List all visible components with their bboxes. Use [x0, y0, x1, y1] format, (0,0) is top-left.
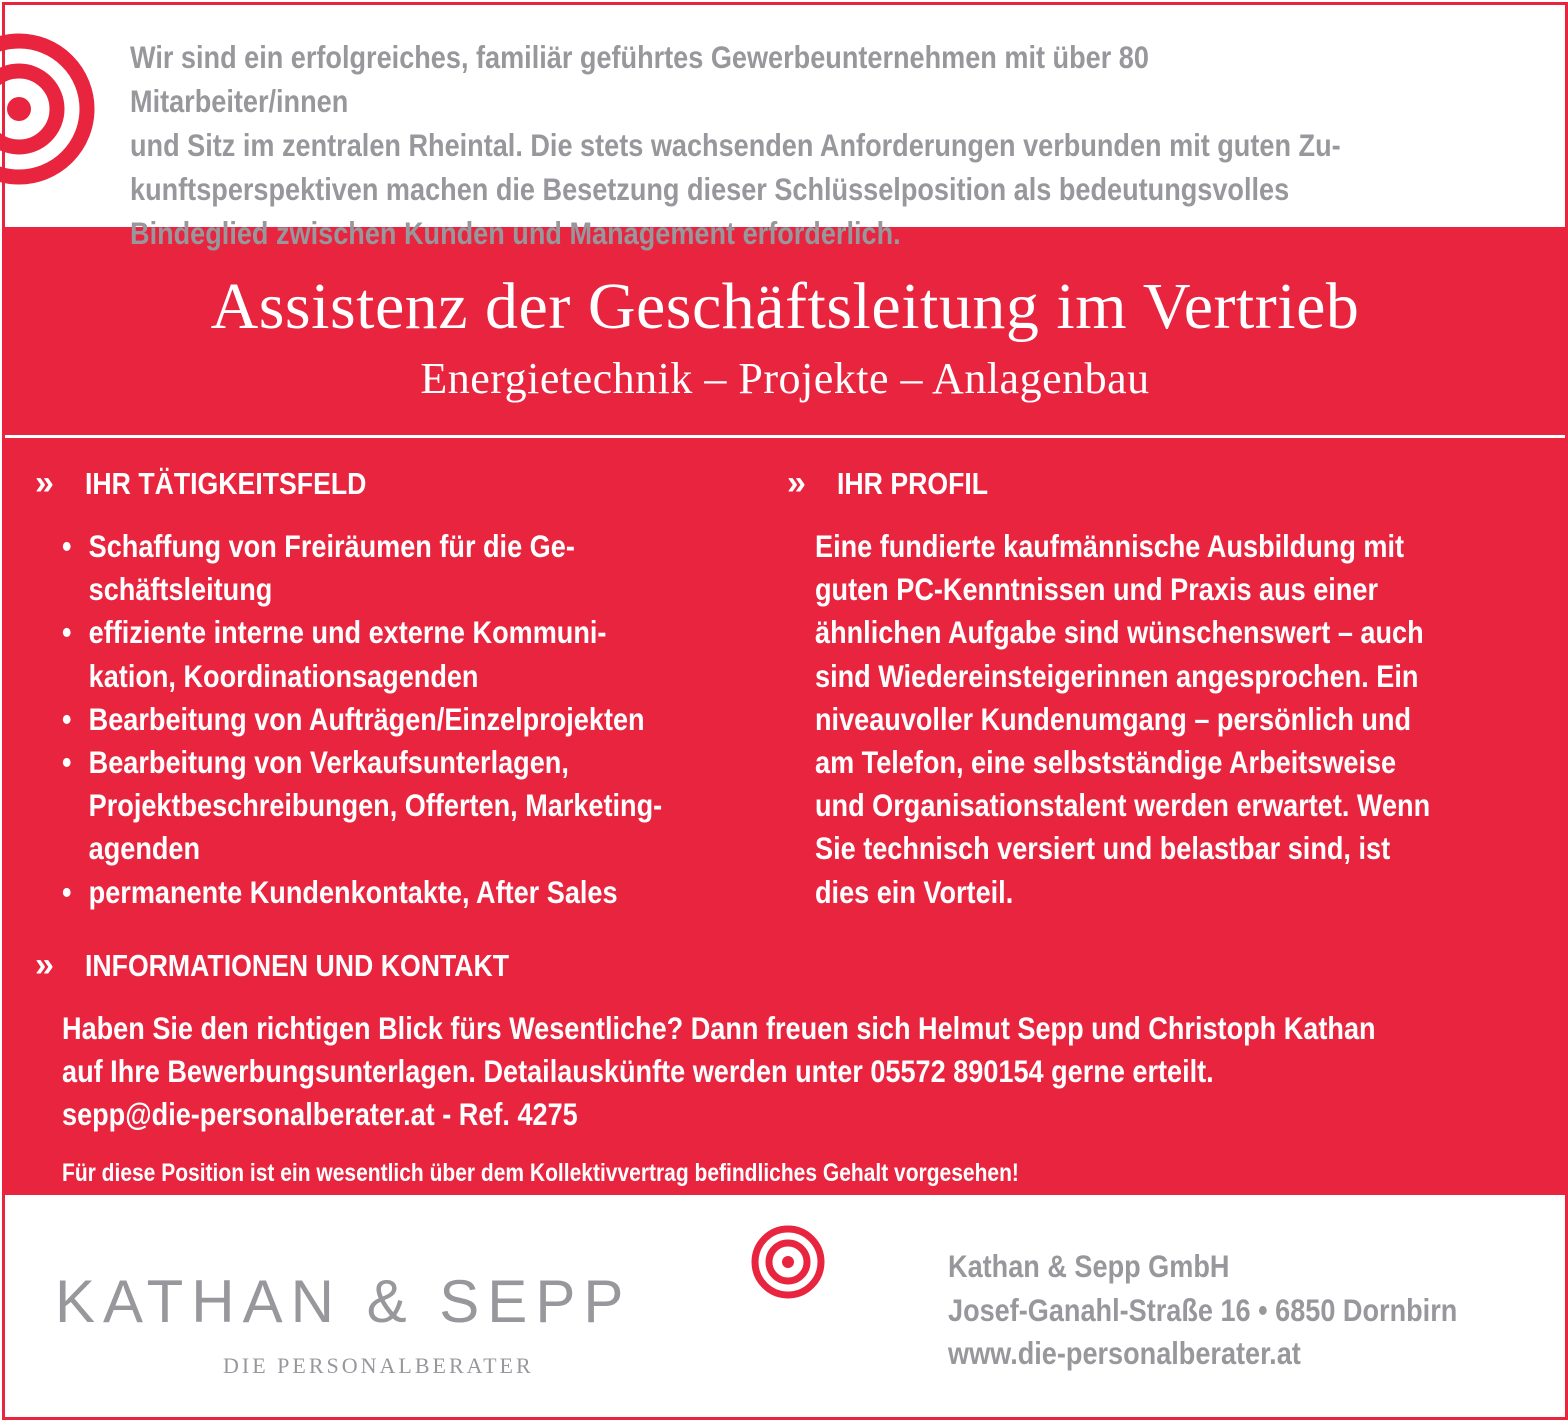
double-chevron-icon: »	[35, 464, 54, 502]
list-item-text: permanente Kundenkontakte, After Sales	[88, 873, 618, 910]
task-list	[62, 525, 767, 914]
headline-section	[5, 227, 1565, 433]
bullet-icon: •	[62, 744, 72, 781]
heading-label: IHR TÄTIGKEITSFELD	[85, 466, 367, 501]
company-logo-tagline: DIE PERSONALBERATER	[223, 1353, 534, 1378]
bullet-icon: •	[62, 614, 72, 651]
task-list-container	[62, 525, 767, 914]
job-subtitle: Energietechnik – Projekte – Anlagenbau	[420, 354, 1150, 403]
heading-kontakt	[35, 945, 578, 985]
list-item-text: effiziente interne und externe Kommuni- kation, Koordinationsagenden	[88, 614, 607, 694]
list-item	[62, 871, 767, 914]
list-item	[62, 741, 767, 871]
company-website-link[interactable]: www.die-personalberater.at	[948, 1335, 1301, 1371]
list-item	[62, 525, 767, 611]
salary-note: Für diese Position ist ein wesentlich über dem Kollektivvertrag befindliches Gehalt vorgesehen!	[62, 1159, 1019, 1187]
heading-label: INFORMATIONEN UND KONTAKT	[85, 948, 510, 983]
target-rings-icon	[751, 1225, 825, 1299]
heading-label: IHR PROFIL	[837, 466, 989, 501]
heading-profil	[787, 463, 1013, 503]
bullet-icon: •	[62, 528, 72, 564]
intro-text: Wir sind ein erfolgreiches, familiär geführtes Gewerbeunternehmen mit über 80 Mitarbeiter/innen und Sitz im zentralen Rheintal. Die stets wachsenden Anforderungen verbunden mit guten Zu- kunftsperspektiven machen die Besetzung dieser Schlüsselposition als bedeutungsvolles Bindeglied zwischen Kunden und Management erforderlich.	[130, 39, 1341, 251]
list-item	[62, 611, 767, 697]
contact-text: Haben Sie den richtigen Blick fürs Wesentliche? Dann freuen sich Helmut Sepp und Christoph Kathan auf Ihre Bewerbungsunterlagen. Detailauskünfte werden unter 05572 890154 gerne erteilt. sepp@die-personalberater.at - Ref. 4275	[62, 1010, 1376, 1133]
target-rings-icon	[0, 33, 95, 185]
list-item-text: Schaffung von Freiräumen für die Ge- schäftsleitung	[88, 528, 575, 608]
intro-section	[5, 5, 1565, 251]
double-chevron-icon: »	[35, 946, 54, 984]
heading-taetigkeitsfeld	[35, 463, 412, 503]
job-title: Assistenz der Geschäftsleitung im Vertrieb	[210, 270, 1360, 343]
double-chevron-icon: »	[787, 464, 806, 502]
company-name: Kathan & Sepp GmbH	[948, 1248, 1230, 1284]
bullet-icon: •	[62, 873, 72, 910]
job-advertisement	[2, 2, 1568, 1420]
list-item-text: Bearbeitung von Verkaufsunterlagen, Projektbeschreibungen, Offerten, Marketing- agenden	[88, 744, 663, 867]
section-divider	[5, 435, 1565, 438]
company-street: Josef-Ganahl-Straße 16 • 6850 Dornbirn	[948, 1291, 1458, 1328]
footer	[5, 1195, 1565, 1417]
bullet-icon: •	[62, 700, 72, 737]
company-address	[948, 1245, 1457, 1376]
list-item-text: Bearbeitung von Aufträgen/Einzelprojekten	[88, 700, 645, 737]
profile-text: Eine fundierte kaufmännische Ausbildung mit guten PC-Kenntnissen und Praxis aus einer ähnlichen Aufgabe sind wünschenswert – auch sind Wiedereinsteigerinnen angesprochen. Ein niveauvoller Kundenumgang – persönlich und am Telefon, eine selbstständige Arbeitsweise und Organisationstalent werden erwartet. Wenn Sie technisch versiert und belastbar sind, ist dies ein Vorteil.	[815, 528, 1431, 910]
list-item	[62, 698, 767, 741]
company-logo-wordmark: KATHAN & SEPP	[55, 1268, 632, 1335]
